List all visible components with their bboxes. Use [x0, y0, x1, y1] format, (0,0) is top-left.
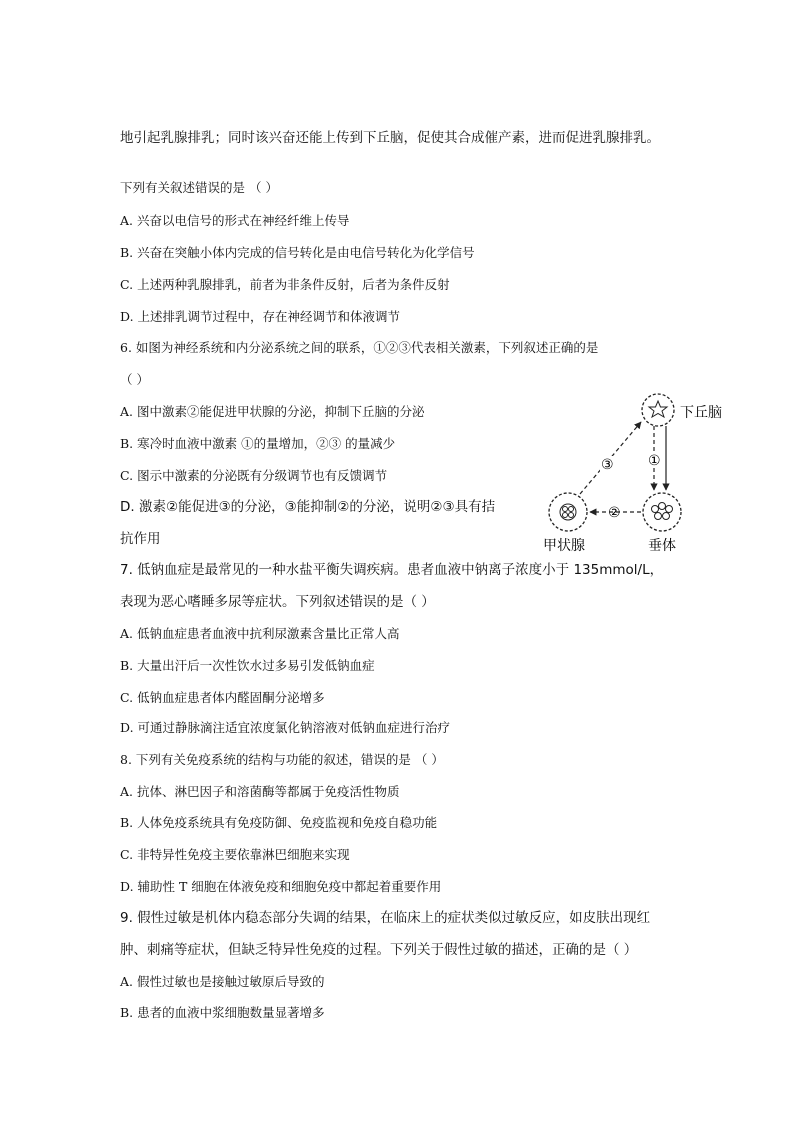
- question-5-option-a: A. 兴奋以电信号的形式在神经纤维上传导: [120, 213, 350, 228]
- text-line: 地引起乳腺排乳；同时该兴奋还能上传到下丘脑，促使其合成催产素，进而促进乳腺排乳。: [120, 130, 660, 146]
- hormone-1-label: ①: [648, 453, 661, 469]
- hormone-2-label: ②: [608, 505, 621, 521]
- question-8-option-a: A. 抗体、淋巴因子和溶菌酶等都属于免疫活性物质: [120, 784, 400, 799]
- question-5-option-c: C. 上述两种乳腺排乳，前者为非条件反射，后者为条件反射: [120, 277, 450, 292]
- question-8-option-c: C. 非特异性免疫主要依靠淋巴细胞来实现: [120, 847, 350, 862]
- pituitary-label: 垂体: [648, 538, 676, 554]
- pituitary-node: [643, 493, 681, 531]
- question-5-option-d: D. 上述排乳调节过程中，存在神经调节和体液调节: [120, 309, 401, 324]
- question-7-option-b: B. 大量出汗后一次性饮水过多易引发低钠血症: [120, 658, 375, 673]
- question-7-option-c: C. 低钠血症患者体内醛固酮分泌增多: [120, 690, 325, 705]
- question-7-option-d: D. 可通过静脉滴注适宜浓度氯化钠溶液对低钠血症进行治疗: [120, 720, 451, 735]
- question-9-stem-cont: 肿、刺痛等症状，但缺乏特异性免疫的过程。下列关于假性过敏的描述，正确的是（ ）: [120, 942, 638, 958]
- question-5-option-b: B. 兴奋在突触小体内完成的信号转化是由电信号转化为化学信号: [120, 245, 475, 260]
- hypothalamus-label: 下丘脑: [680, 405, 722, 421]
- thyroid-node: [549, 493, 587, 531]
- question-8-option-b: B. 人体免疫系统具有免疫防御、免疫监视和免疫自稳功能: [120, 815, 438, 830]
- question-8-stem: 8. 下列有关免疫系统的结构与功能的叙述，错误的是 （ ）: [120, 752, 444, 767]
- question-9-stem: 9. 假性过敏是机体内稳态部分失调的结果，在临床上的症状类似过敏反应，如皮肤出现红: [120, 910, 651, 926]
- endocrine-diagram: [540, 388, 740, 558]
- hypothalamus-node: [642, 394, 674, 426]
- question-8-option-d: D. 辅助性 T 细胞在体液免疫和细胞免疫中都起着重要作用: [120, 879, 442, 894]
- question-7-stem-cont: 表现为恶心嗜睡多尿等症状。下列叙述错误的是（ ）: [120, 594, 435, 610]
- question-6-option-a: A. 图中激素②能促进甲状腺的分泌，抑制下丘脑的分泌: [120, 404, 425, 419]
- question-6-paren: （ ）: [120, 372, 149, 387]
- question-6-stem: 6. 如图为神经系统和内分泌系统之间的联系，①②③代表相关激素，下列叙述正确的是: [120, 340, 599, 355]
- question-7-stem: 7. 低钠血症是最常见的一种水盐平衡失调疾病。患者血液中钠离子浓度小于 135mmol/L，: [120, 562, 664, 578]
- hormone-3-label: ③: [601, 457, 614, 473]
- question-6-option-d: D. 激素②能促进③的分泌，③能抑制②的分泌，说明②③具有拮: [120, 499, 496, 515]
- question-9-option-b: B. 患者的血液中浆细胞数量显著增多: [120, 1005, 325, 1020]
- question-9-option-a: A. 假性过敏也是接触过敏原后导致的: [120, 974, 325, 989]
- question-5-stem: 下列有关叙述错误的是 （ ）: [120, 180, 278, 195]
- question-7-option-a: A. 低钠血症患者血液中抗利尿激素含量比正常人高: [120, 626, 400, 641]
- question-6-option-b: B. 寒冷时血液中激素 ①的量增加，②③ 的量减少: [120, 436, 396, 451]
- question-6-option-c: C. 图示中激素的分泌既有分级调节也有反馈调节: [120, 468, 388, 483]
- thyroid-label: 甲状腺: [543, 538, 585, 554]
- question-6-option-d-cont: 抗作用: [120, 531, 161, 547]
